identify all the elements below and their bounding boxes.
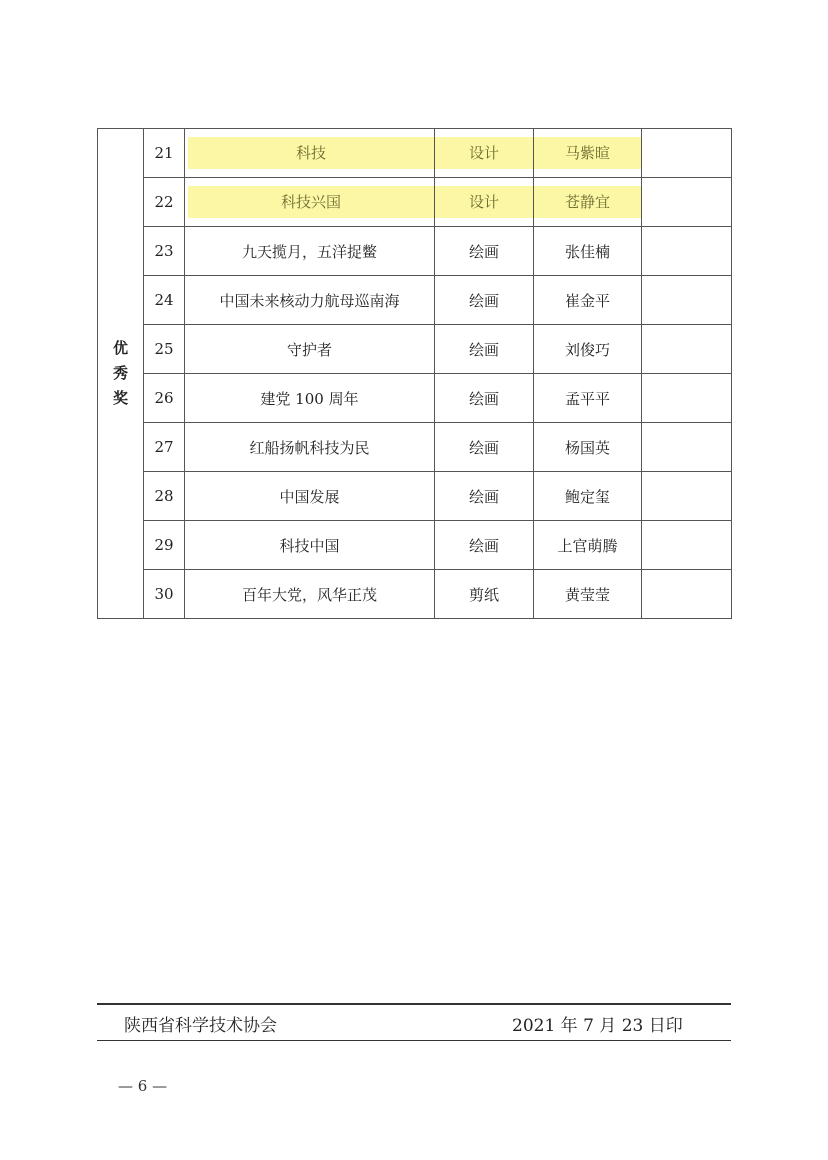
work-title: 建党 100 周年 <box>185 374 435 423</box>
work-author: 刘俊巧 <box>534 325 642 374</box>
table-row <box>98 374 732 423</box>
author-cell <box>534 178 642 227</box>
row-number: 23 <box>144 227 185 276</box>
footer-print-date: 2021 年 7 月 23 日印 <box>512 1016 683 1036</box>
work-type: 绘画 <box>435 276 534 325</box>
category-char: 奖 <box>112 388 128 407</box>
table-row <box>98 276 732 325</box>
work-author: 鲍定玺 <box>534 472 642 521</box>
work-author: 苍静宜 <box>534 186 641 218</box>
row-number: 28 <box>144 472 185 521</box>
work-type: 绘画 <box>435 325 534 374</box>
table-row <box>98 325 732 374</box>
work-author: 马紫暄 <box>534 137 641 169</box>
work-author: 黄莹莹 <box>534 570 642 619</box>
remark-cell <box>642 325 732 374</box>
footer-bottom-rule <box>97 1040 731 1041</box>
work-author: 张佳楠 <box>534 227 642 276</box>
work-title: 百年大党，风华正茂 <box>185 570 435 619</box>
table-row <box>98 178 732 227</box>
work-title: 科技中国 <box>185 521 435 570</box>
category-cell <box>98 129 144 619</box>
table-row <box>98 521 732 570</box>
author-cell <box>534 129 642 178</box>
row-number: 24 <box>144 276 185 325</box>
title-cell <box>185 178 435 227</box>
table-row <box>98 472 732 521</box>
row-number: 29 <box>144 521 185 570</box>
work-title: 科技 <box>188 137 434 169</box>
row-number: 27 <box>144 423 185 472</box>
work-type: 绘画 <box>435 472 534 521</box>
table-row <box>98 423 732 472</box>
work-type: 绘画 <box>435 227 534 276</box>
work-title: 中国发展 <box>185 472 435 521</box>
remark-cell <box>642 570 732 619</box>
remark-cell <box>642 227 732 276</box>
work-title: 科技兴国 <box>188 186 434 218</box>
work-title: 红船扬帆科技为民 <box>185 423 435 472</box>
table-row <box>98 570 732 619</box>
work-author: 上官萌腾 <box>534 521 642 570</box>
type-cell <box>435 129 534 178</box>
award-table <box>97 128 732 619</box>
type-cell <box>435 178 534 227</box>
remark-cell <box>642 374 732 423</box>
work-type: 绘画 <box>435 374 534 423</box>
remark-cell <box>642 129 732 178</box>
award-table-body <box>98 129 732 619</box>
remark-cell <box>642 178 732 227</box>
remark-cell <box>642 472 732 521</box>
work-type: 剪纸 <box>435 570 534 619</box>
work-title: 九天揽月，五洋捉鳖 <box>185 227 435 276</box>
remark-cell <box>642 521 732 570</box>
row-number: 22 <box>144 178 185 227</box>
row-number: 26 <box>144 374 185 423</box>
work-author: 孟平平 <box>534 374 642 423</box>
footer-top-rule <box>97 1003 731 1005</box>
category-char: 优 <box>112 339 128 358</box>
row-number: 30 <box>144 570 185 619</box>
table-row <box>98 129 732 178</box>
row-number: 21 <box>144 129 185 178</box>
row-number: 25 <box>144 325 185 374</box>
work-author: 崔金平 <box>534 276 642 325</box>
category-char: 秀 <box>112 364 128 383</box>
work-author: 杨国英 <box>534 423 642 472</box>
work-type: 设计 <box>435 137 533 169</box>
work-title: 守护者 <box>185 325 435 374</box>
work-type: 绘画 <box>435 423 534 472</box>
page-number: — 6 — <box>118 1077 168 1095</box>
work-type: 设计 <box>435 186 533 218</box>
work-title: 中国未来核动力航母巡南海 <box>185 276 435 325</box>
remark-cell <box>642 423 732 472</box>
work-type: 绘画 <box>435 521 534 570</box>
footer-organization: 陕西省科学技术协会 <box>124 1016 277 1036</box>
remark-cell <box>642 276 732 325</box>
table-row <box>98 227 732 276</box>
title-cell <box>185 129 435 178</box>
